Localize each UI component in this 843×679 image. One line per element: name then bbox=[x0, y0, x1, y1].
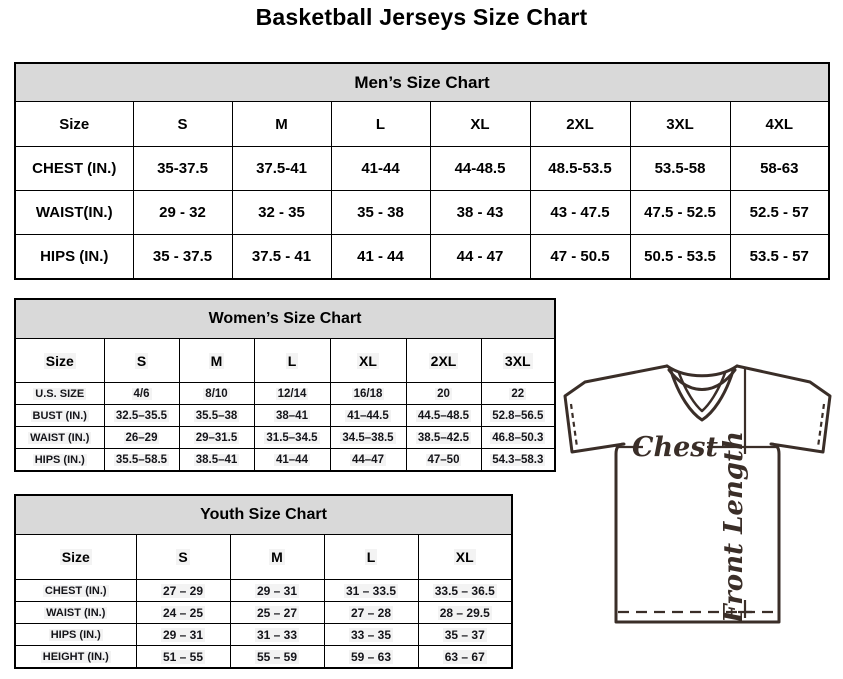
size-cell: 29 – 31 bbox=[230, 580, 324, 602]
size-cell: 38.5–42.5 bbox=[406, 427, 481, 449]
mens-header-row bbox=[15, 102, 829, 147]
size-cell: 53.5 - 57 bbox=[730, 235, 829, 280]
table-title-row bbox=[15, 299, 555, 339]
womens-bust-row bbox=[15, 405, 555, 427]
column-header: S bbox=[133, 102, 232, 147]
column-header: XL bbox=[330, 339, 406, 383]
womens-waist-row bbox=[15, 427, 555, 449]
womens-ussize-row bbox=[15, 383, 555, 405]
column-header: S bbox=[104, 339, 179, 383]
size-cell: 29 – 31 bbox=[136, 624, 230, 646]
youth-table-title: Youth Size Chart bbox=[15, 495, 512, 535]
mens-size-table bbox=[14, 62, 830, 280]
size-cell: 44 - 47 bbox=[430, 235, 530, 280]
size-cell: 41–44.5 bbox=[330, 405, 406, 427]
size-cell: 55 – 59 bbox=[230, 646, 324, 669]
column-header: Size bbox=[15, 102, 133, 147]
column-header: M bbox=[232, 102, 331, 147]
size-cell: 35-37.5 bbox=[133, 147, 232, 191]
size-cell: 52.5 - 57 bbox=[730, 191, 829, 235]
column-header: M bbox=[230, 535, 324, 580]
column-header: L bbox=[254, 339, 330, 383]
column-header: M bbox=[179, 339, 254, 383]
size-cell: 59 – 63 bbox=[324, 646, 418, 669]
size-cell: 63 – 67 bbox=[418, 646, 512, 669]
column-header: 3XL bbox=[481, 339, 555, 383]
mens-chest-row bbox=[15, 147, 829, 191]
column-header: XL bbox=[418, 535, 512, 580]
row-label: WAIST (IN.) bbox=[15, 427, 104, 449]
womens-hips-row bbox=[15, 449, 555, 472]
size-cell: 8/10 bbox=[179, 383, 254, 405]
size-cell: 33.5 – 36.5 bbox=[418, 580, 512, 602]
size-cell: 35 – 37 bbox=[418, 624, 512, 646]
front-length-label: Front Length bbox=[719, 431, 749, 623]
table-title-row bbox=[15, 495, 512, 535]
row-label: WAIST(IN.) bbox=[15, 191, 133, 235]
youth-waist-row bbox=[15, 602, 512, 624]
column-header: XL bbox=[430, 102, 530, 147]
column-header: 2XL bbox=[530, 102, 630, 147]
size-cell: 20 bbox=[406, 383, 481, 405]
youth-size-table bbox=[14, 494, 513, 669]
size-cell: 35 - 38 bbox=[331, 191, 430, 235]
row-label: HIPS (IN.) bbox=[15, 624, 136, 646]
jersey-diagram bbox=[556, 356, 840, 632]
size-cell: 24 – 25 bbox=[136, 602, 230, 624]
size-cell: 26–29 bbox=[104, 427, 179, 449]
size-cell: 44–47 bbox=[330, 449, 406, 472]
mens-table-title: Men’s Size Chart bbox=[15, 63, 829, 102]
size-cell: 34.5–38.5 bbox=[330, 427, 406, 449]
youth-height-row bbox=[15, 646, 512, 669]
column-header: Size bbox=[15, 535, 136, 580]
size-cell: 43 - 47.5 bbox=[530, 191, 630, 235]
mens-waist-row bbox=[15, 191, 829, 235]
row-label: WAIST (IN.) bbox=[15, 602, 136, 624]
size-cell: 4/6 bbox=[104, 383, 179, 405]
size-cell: 38–41 bbox=[254, 405, 330, 427]
womens-table-title: Women’s Size Chart bbox=[15, 299, 555, 339]
page-title: Basketball Jerseys Size Chart bbox=[255, 4, 588, 30]
size-cell: 31 – 33 bbox=[230, 624, 324, 646]
size-cell: 58-63 bbox=[730, 147, 829, 191]
row-label: BUST (IN.) bbox=[15, 405, 104, 427]
column-header: L bbox=[324, 535, 418, 580]
size-cell: 25 – 27 bbox=[230, 602, 324, 624]
womens-size-table bbox=[14, 298, 556, 472]
column-header: S bbox=[136, 535, 230, 580]
size-cell: 38.5–41 bbox=[179, 449, 254, 472]
row-label: CHEST (IN.) bbox=[15, 147, 133, 191]
size-cell: 44.5–48.5 bbox=[406, 405, 481, 427]
row-label: HIPS (IN.) bbox=[15, 235, 133, 280]
size-cell: 35.5–58.5 bbox=[104, 449, 179, 472]
size-cell: 27 – 29 bbox=[136, 580, 230, 602]
size-cell: 29–31.5 bbox=[179, 427, 254, 449]
size-cell: 47 - 50.5 bbox=[530, 235, 630, 280]
size-cell: 47–50 bbox=[406, 449, 481, 472]
jersey-outline bbox=[565, 366, 830, 622]
size-cell: 46.8–50.3 bbox=[481, 427, 555, 449]
column-header: Size bbox=[15, 339, 104, 383]
size-cell: 16/18 bbox=[330, 383, 406, 405]
size-cell: 54.3–58.3 bbox=[481, 449, 555, 472]
size-cell: 31 – 33.5 bbox=[324, 580, 418, 602]
column-header: 4XL bbox=[730, 102, 829, 147]
size-cell: 51 – 55 bbox=[136, 646, 230, 669]
size-cell: 31.5–34.5 bbox=[254, 427, 330, 449]
chest-label: Chest bbox=[632, 432, 718, 463]
size-cell: 44-48.5 bbox=[430, 147, 530, 191]
row-label: U.S. SIZE bbox=[15, 383, 104, 405]
size-cell: 52.8–56.5 bbox=[481, 405, 555, 427]
size-cell: 37.5-41 bbox=[232, 147, 331, 191]
size-cell: 38 - 43 bbox=[430, 191, 530, 235]
size-cell: 48.5-53.5 bbox=[530, 147, 630, 191]
size-cell: 41–44 bbox=[254, 449, 330, 472]
youth-chest-row bbox=[15, 580, 512, 602]
size-cell: 50.5 - 53.5 bbox=[630, 235, 730, 280]
row-label: CHEST (IN.) bbox=[15, 580, 136, 602]
size-cell: 35.5–38 bbox=[179, 405, 254, 427]
size-cell: 53.5-58 bbox=[630, 147, 730, 191]
size-cell: 12/14 bbox=[254, 383, 330, 405]
size-cell: 32.5–35.5 bbox=[104, 405, 179, 427]
size-cell: 37.5 - 41 bbox=[232, 235, 331, 280]
column-header: 3XL bbox=[630, 102, 730, 147]
size-cell: 27 – 28 bbox=[324, 602, 418, 624]
row-label: HEIGHT (IN.) bbox=[15, 646, 136, 669]
size-cell: 35 - 37.5 bbox=[133, 235, 232, 280]
size-cell: 33 – 35 bbox=[324, 624, 418, 646]
column-header: L bbox=[331, 102, 430, 147]
size-cell: 32 - 35 bbox=[232, 191, 331, 235]
row-label: HIPS (IN.) bbox=[15, 449, 104, 472]
size-cell: 41 - 44 bbox=[331, 235, 430, 280]
size-cell: 22 bbox=[481, 383, 555, 405]
size-cell: 47.5 - 52.5 bbox=[630, 191, 730, 235]
mens-hips-row bbox=[15, 235, 829, 280]
size-cell: 29 - 32 bbox=[133, 191, 232, 235]
womens-header-row bbox=[15, 339, 555, 383]
youth-hips-row bbox=[15, 624, 512, 646]
size-cell: 28 – 29.5 bbox=[418, 602, 512, 624]
column-header: 2XL bbox=[406, 339, 481, 383]
size-cell: 41-44 bbox=[331, 147, 430, 191]
table-title-row bbox=[15, 63, 829, 102]
youth-header-row bbox=[15, 535, 512, 580]
collar-outer-curve bbox=[667, 366, 737, 376]
